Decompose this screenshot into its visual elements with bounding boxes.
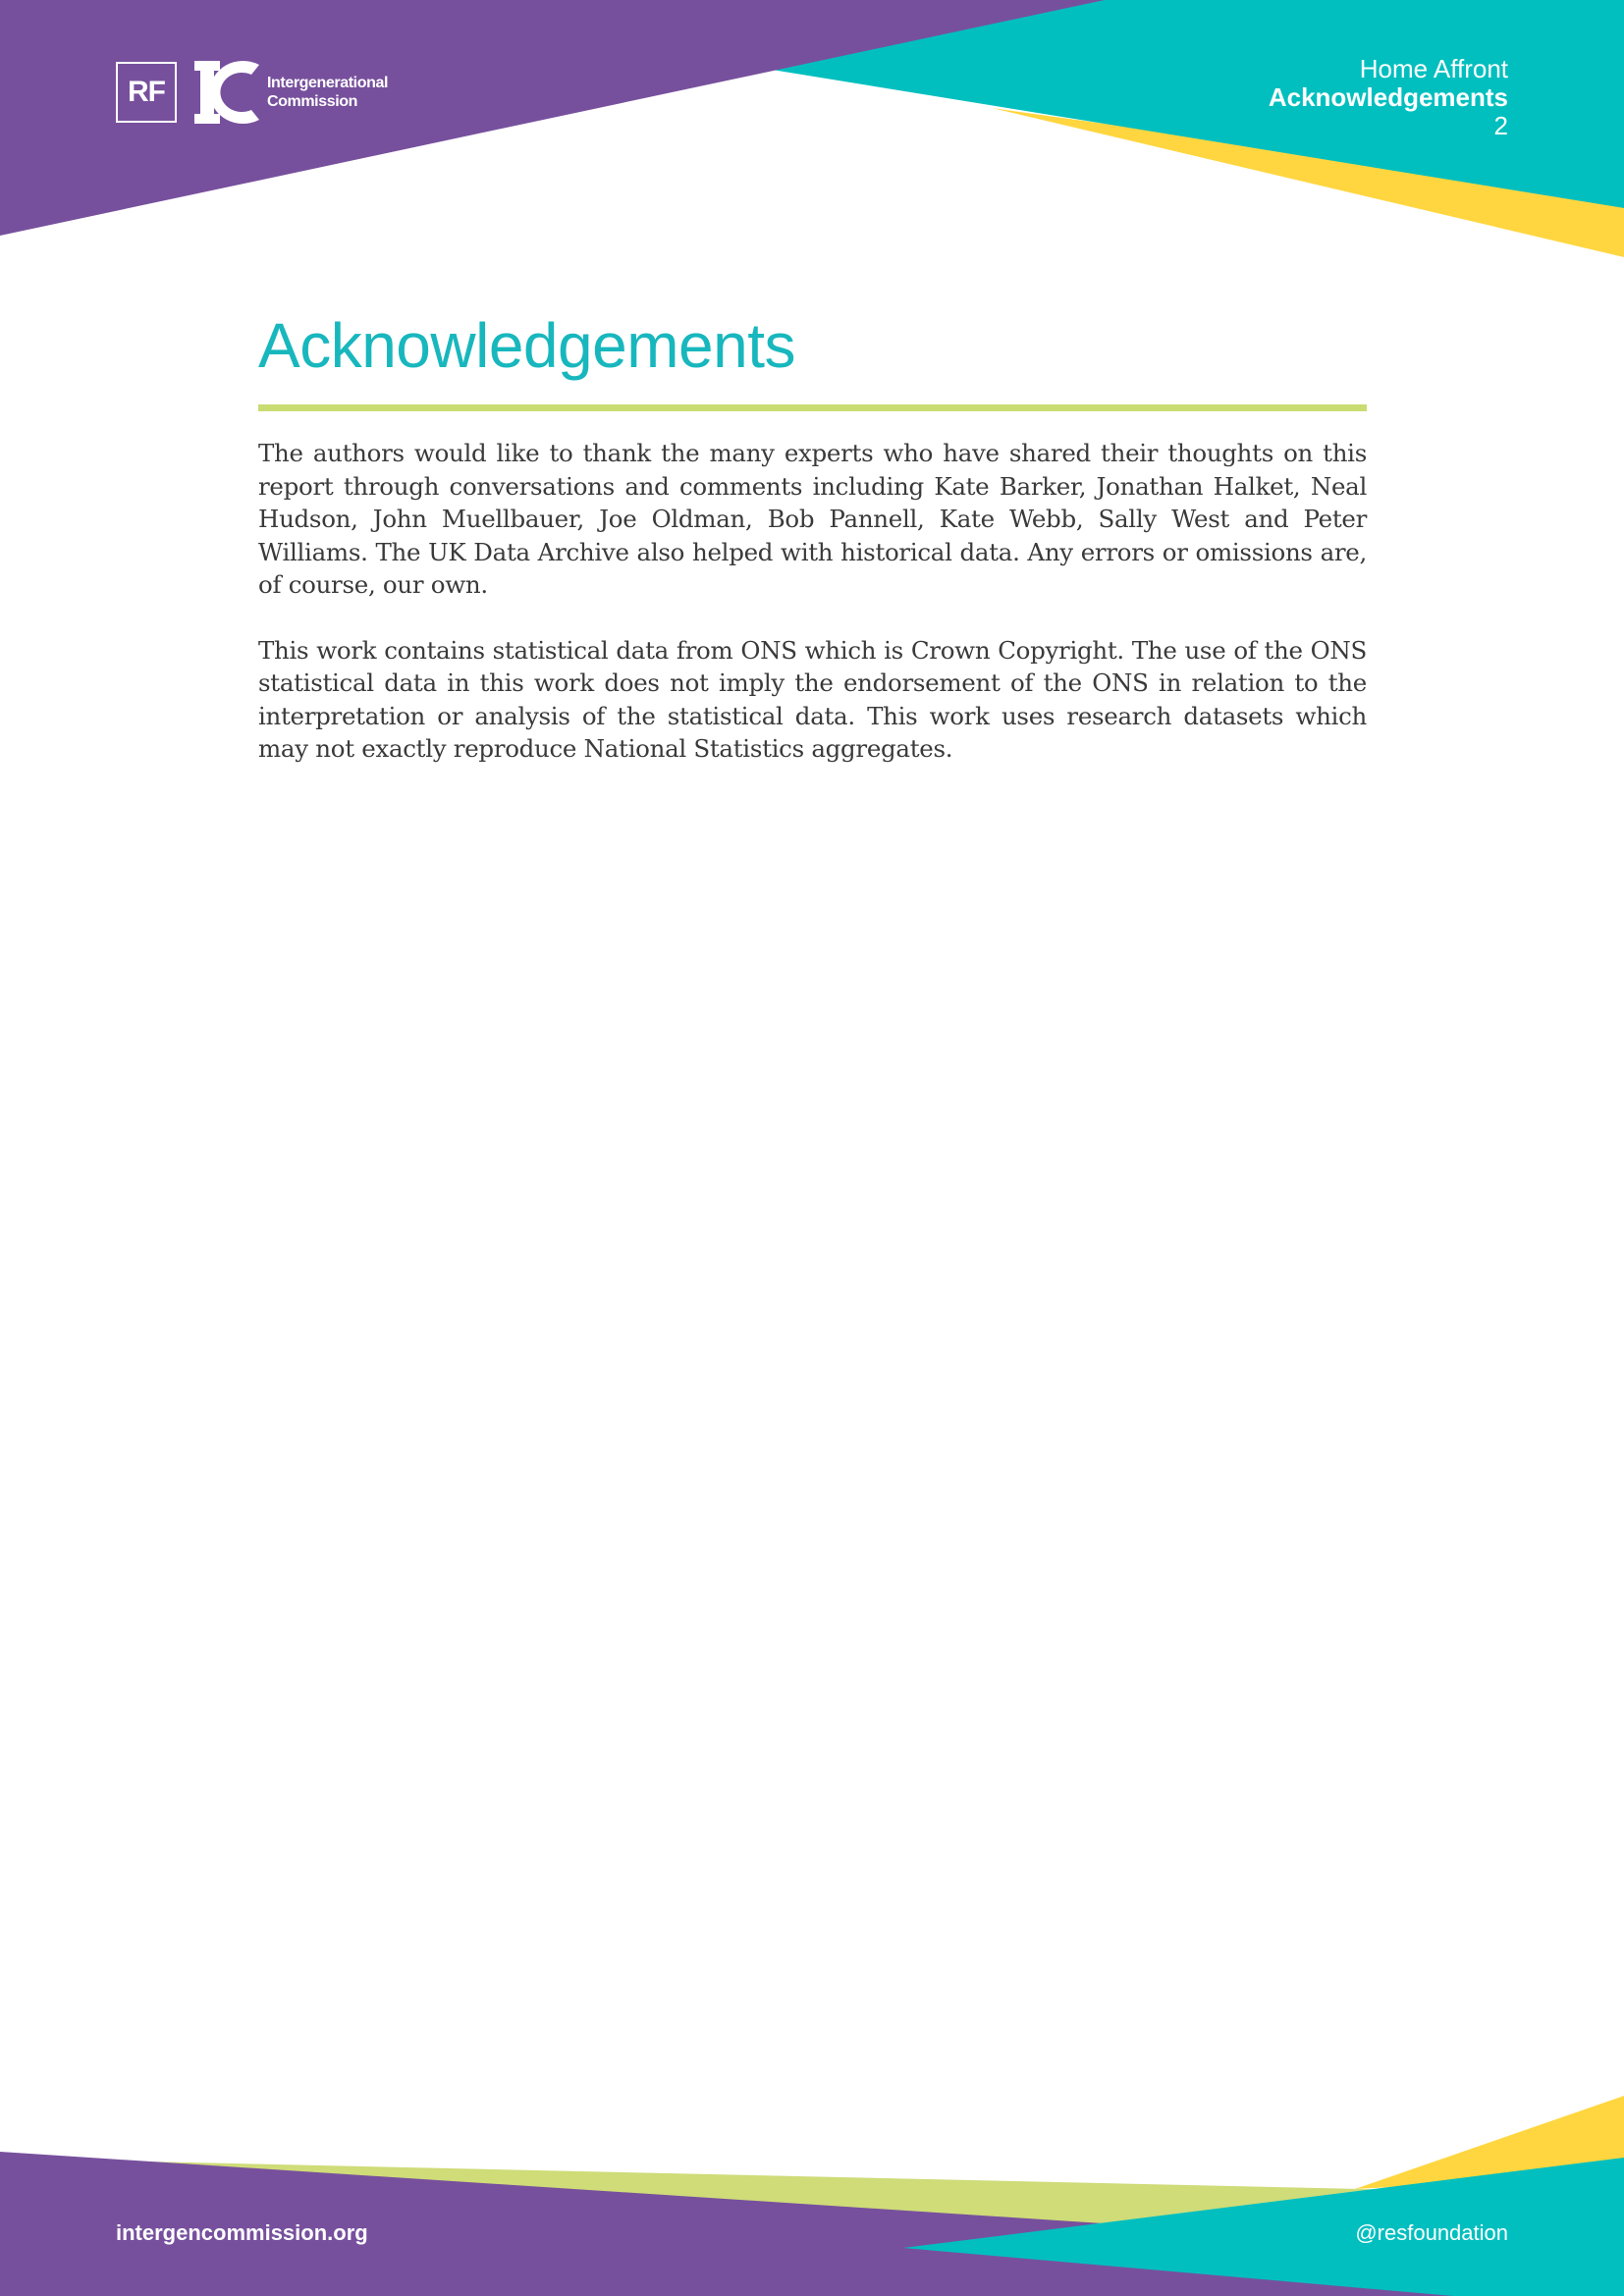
footer-social-handle[interactable]: @resfoundation (1355, 2220, 1508, 2245)
main-content (258, 306, 1367, 766)
ic-logo-line2: Commission (267, 93, 358, 110)
header-section-title: Acknowledgements (1268, 82, 1508, 112)
page-title: Acknowledgements (258, 310, 795, 381)
page-number: 2 (1493, 111, 1508, 140)
paragraph-acknowledgements: The authors would like to thank the many experts who have shared their thoughts on this report through conversations and comments including Kate Barker, Jonathan Halket, Neal Hudson, John Muellbauer, Joe Oldman, Bob Pannell, Kate Webb, Sally West and Peter Williams. The UK Data Archive also helped with historical data. Any errors or omissions are, of course, our own. (258, 439, 1367, 599)
title-underline (258, 404, 1367, 411)
running-header (1269, 55, 1508, 140)
rf-logo[interactable]: RF (116, 62, 177, 123)
footer-website-link[interactable]: intergencommission.org (116, 2220, 368, 2245)
intergenerational-commission-logo[interactable] (192, 59, 418, 128)
ic-logo-line1: Intergenerational (267, 75, 389, 91)
ic-logo-text (267, 74, 388, 111)
paragraph-ons-copyright: This work contains statistical data from ONS which is Crown Copyright. The use of the ONS statistical data in this work does not imply the endorsement of the ONS in relation to the interpretation or analysis of the statistical data. This work uses research datasets which may not exactly reproduce National Statistics aggregates. (258, 635, 1367, 763)
header-doc-title: Home Affront (1359, 54, 1508, 83)
ic-logo-mark-icon (192, 59, 271, 128)
